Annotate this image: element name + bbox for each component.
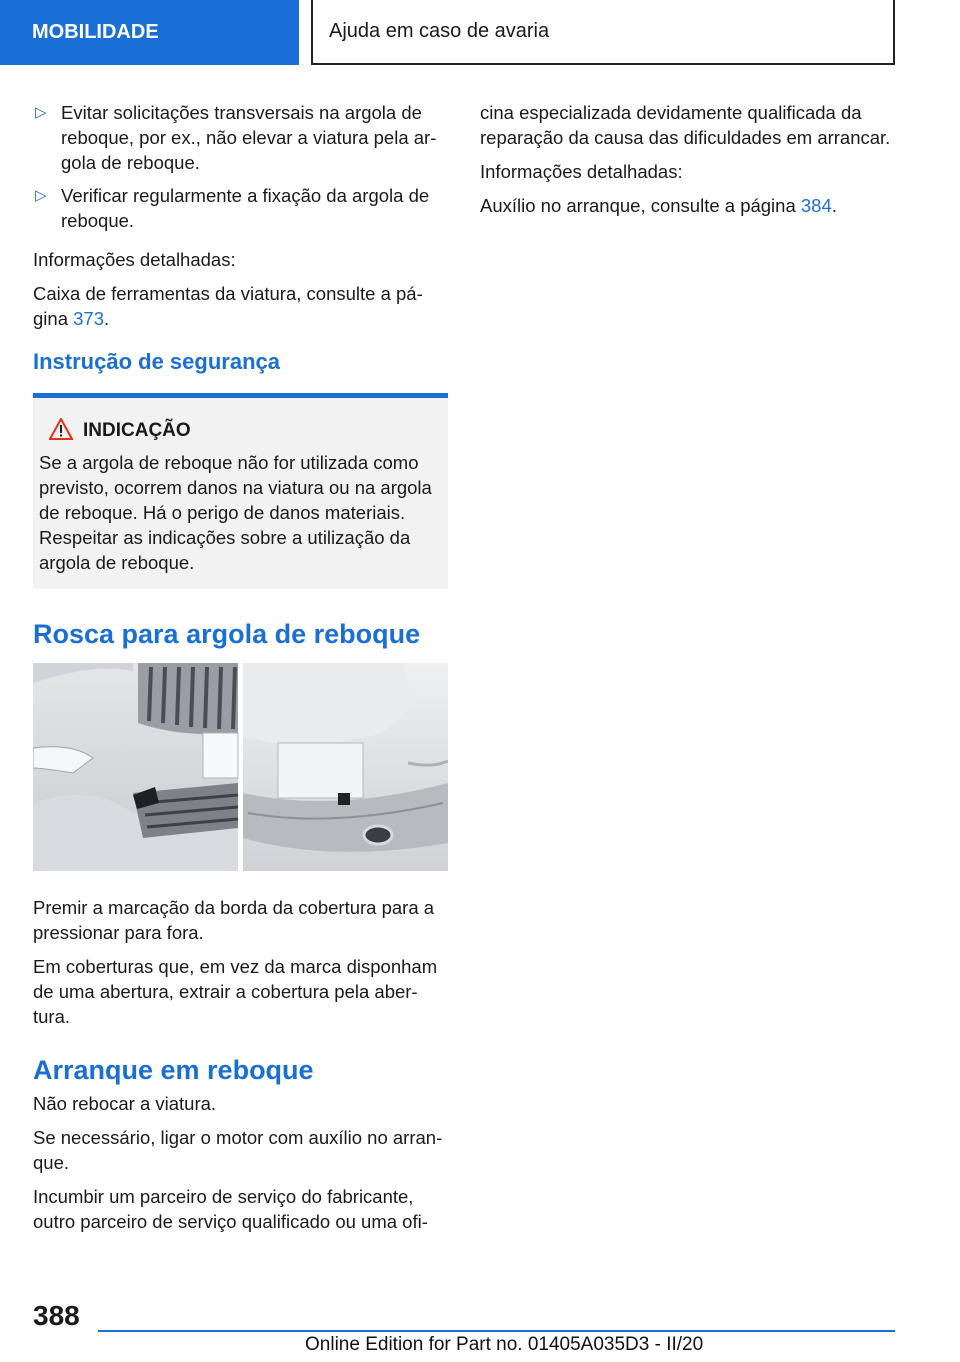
- right-column: [480, 100, 895, 227]
- info-reference: Caixa de ferramentas da viatura, consulte a pá-gina 373.: [33, 283, 423, 329]
- page-number: 388: [33, 1300, 80, 1331]
- footer-divider: [98, 1330, 895, 1332]
- info-label: Informações detalhadas:: [33, 249, 236, 270]
- header-chapter-title: [311, 0, 895, 65]
- info-label: Informações detalhadas:: [480, 161, 683, 182]
- safety-heading: Instrução de segurança: [33, 349, 280, 374]
- tow-eye-thread-figure: [33, 663, 448, 871]
- left-column: [33, 100, 448, 1243]
- info-text: Auxílio no arranque, consulte a página: [480, 195, 796, 216]
- tow-start-heading: Arranque em reboque: [33, 1055, 314, 1085]
- continued-paragraph: cina especializada devidamente qualificada da reparação da causa das dificuldades em arrancar.: [480, 102, 891, 148]
- section-label: MOBILIDADE: [32, 21, 159, 43]
- warning-triangle-icon: [39, 418, 83, 444]
- thread-heading: Rosca para argola de reboque: [33, 619, 421, 649]
- warning-box: [33, 393, 448, 589]
- thread-instruction-1: Premir a marcação da borda da cobertura para a pressionar para fora.: [33, 897, 435, 943]
- list-item: [33, 100, 448, 175]
- chapter-label: Ajuda em caso de avaria: [329, 20, 550, 42]
- tow-paragraph-2: Se necessário, ligar o motor com auxílio no arran-que.: [33, 1127, 443, 1173]
- info-text: Caixa de ferramentas da viatura, consulte a pá-gina: [33, 283, 423, 329]
- tow-paragraph-1: Não rebocar a viatura.: [33, 1093, 217, 1114]
- page-link-373[interactable]: 373: [73, 308, 104, 329]
- warning-text: Se a argola de reboque não for utilizada como previsto, ocorrem danos na viatura ou na argola de reboque. Há o perigo de danos materiais. Respeitar as indicações sobre a utilização da argola de reboque.: [39, 452, 432, 573]
- tow-paragraph-3: Incumbir um parceiro de serviço do fabricante, outro parceiro de serviço qualificado ou uma ofi-: [33, 1186, 428, 1232]
- triangle-right-icon: ▷: [35, 187, 47, 204]
- header-section-title: [0, 0, 299, 65]
- info-reference: Auxílio no arranque, consulte a página 384.: [480, 195, 837, 216]
- page-link-384[interactable]: 384: [800, 195, 832, 216]
- bullet-text: Verificar regularmente a fixação da argola de reboque.: [61, 185, 430, 231]
- bumper-illustration: [33, 663, 448, 871]
- triangle-right-icon: ▷: [35, 104, 47, 121]
- warning-title: INDICAÇÃO: [83, 420, 191, 441]
- thread-instruction-2: Em coberturas que, em vez da marca disponham de uma abertura, extrair a cobertura pela aber-tura.: [33, 956, 438, 1027]
- list-item: [33, 183, 448, 233]
- warning-header: [39, 418, 436, 444]
- bullet-text: Evitar solicitações transversais na argola de reboque, por ex., não elevar a viatura pela ar-gola de reboque.: [61, 102, 437, 173]
- edition-label: Online Edition for Part no. 01405A035D3 - II/20: [305, 1334, 704, 1355]
- bullet-list: [33, 100, 448, 233]
